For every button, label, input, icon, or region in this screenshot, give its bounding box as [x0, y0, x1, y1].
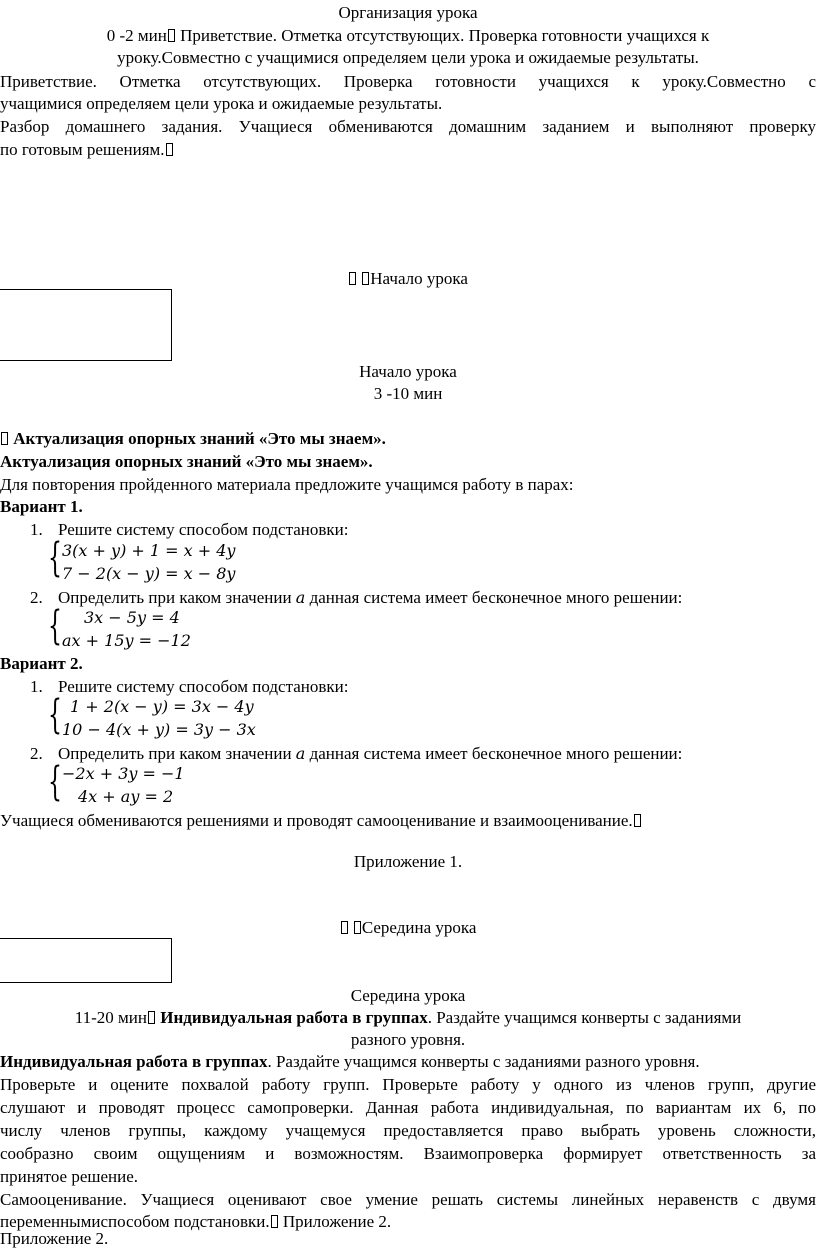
start-marker: Начало урока — [0, 268, 816, 290]
system-brace: { — [48, 759, 62, 805]
actualization-heading-1: Актуализация опорных знаний «Это мы знаем». — [0, 428, 816, 450]
middle-title: Середина урока — [350, 986, 466, 1005]
appendix-1: Приложение 1. — [353, 852, 463, 871]
v2-task2: 2. Определить при каком значении a данная система имеет бесконечное много решении: — [30, 744, 683, 763]
check-paragraph-line-2: слушают и проводят процесс самопроверки. Данная работа индивидуальная, по вариантам их 6, по — [0, 1098, 816, 1117]
system-brace: { — [48, 692, 62, 738]
v2-task2-eq2: 4x + ay = 2 — [78, 787, 174, 806]
v1-task2-eq2: ax + 15y = −12 — [62, 631, 191, 650]
v1-task1-eq1: 3(x + y) + 1 = x + 4y — [62, 541, 236, 560]
time-range: 11-20 мин — [74, 1008, 147, 1027]
group-work-line-2: разного уровня. — [350, 1030, 466, 1049]
v1-task1: 1. Решите систему способом подстановки: — [30, 520, 349, 539]
start-title: Начало урока — [359, 362, 457, 381]
v2-task1: 1. Решите систему способом подстановки: — [30, 677, 349, 696]
check-paragraph-line-5: принятое решение. — [0, 1167, 138, 1186]
v2-task2-eq1: −2x + 3y = −1 — [62, 764, 185, 783]
appendix-2: Приложение 2. — [0, 1229, 109, 1248]
group-work-line-3: Индивидуальная работа в группах. Раздайте учащимся конверты с заданиями разного уровня. — [0, 1052, 700, 1071]
variant2-title: Вариант 2. — [0, 654, 83, 673]
v1-task1-eq2: 7 − 2(x − y) = x − 8y — [62, 564, 236, 583]
start-time: 3 -10 мин — [373, 384, 443, 403]
missing-glyph-icon — [362, 272, 369, 285]
self-assessment-line-1: Самооценивание. Учащиеся оценивают свое умение решать системы линейных неравенств с двумя — [0, 1190, 816, 1209]
missing-glyph-icon — [634, 814, 641, 827]
v1-task2: 2. Определить при каком значении a данная система имеет бесконечное много решении: — [30, 588, 683, 607]
v2-task1-eq1: 1 + 2(x − y) = 3x − 4y — [70, 697, 254, 716]
pairs-instruction: Для повторения пройденного материала предложите учащимся работу в парах: — [0, 475, 574, 494]
homework-line-2: по готовым решениям. — [0, 139, 816, 161]
lesson-title: Организация урока — [338, 3, 478, 22]
missing-glyph-icon — [148, 1011, 155, 1024]
empty-frame — [0, 289, 172, 361]
missing-glyph-icon — [354, 921, 361, 934]
variant1-title: Вариант 1. — [0, 497, 83, 516]
missing-glyph-icon — [349, 272, 356, 285]
intro-paragraph-line-1: Приветствие. Отметка отсутствующих. Проверка готовности учащихся к уроку.Совместно с — [0, 72, 816, 91]
check-paragraph-line-1: Проверьте и оцените похвалой работу групп. Проверьте работу у одного из членов групп, другие — [0, 1075, 816, 1094]
v1-task2-eq1: 3x − 5y = 4 — [84, 608, 180, 627]
missing-glyph-icon — [271, 1215, 278, 1228]
greeting-line-1: 0 -2 мин Приветствие. Отметка отсутствующих. Проверка готовности учащихся к — [106, 26, 710, 45]
homework-line-1: Разбор домашнего задания. Учащиеся обмениваются домашним заданием и выполняют проверку — [0, 117, 816, 136]
middle-marker: Середина урока — [0, 917, 816, 939]
v2-task1-eq2: 10 − 4(x + y) = 3y − 3x — [62, 720, 256, 739]
exchange-text: Учащиеся обмениваются решениями и проводят самооценивание и взаимооценивание. — [0, 810, 816, 832]
missing-glyph-icon — [166, 143, 173, 156]
empty-frame — [0, 938, 172, 983]
missing-glyph-icon — [1, 432, 8, 445]
check-paragraph-line-4: сообразно своим ощущениям и возможностям. Взаимопроверка формирует ответственность за — [0, 1144, 816, 1163]
system-brace: { — [48, 603, 62, 649]
system-brace: { — [48, 535, 62, 581]
self-assessment-line-2: переменнымиспособом подстановки. Приложение 2. — [0, 1212, 392, 1231]
greeting-line-2: уроку.Совместно с учащимися определяем цели урока и ожидаемые результаты. — [117, 48, 699, 67]
group-work-line-1: 11-20 мин Индивидуальная работа в группах. Раздайте учащимся конверты с заданиями — [74, 1008, 742, 1027]
missing-glyph-icon — [168, 29, 175, 42]
missing-glyph-icon — [341, 921, 348, 934]
time-range: 0 -2 мин — [106, 26, 167, 45]
intro-paragraph-line-2: учащимися определяем цели урока и ожидаемые результаты. — [0, 94, 443, 113]
check-paragraph-line-3: числу членов группы, каждому учащемуся предоставляется право выбрать уровень сложности, — [0, 1121, 816, 1140]
actualization-heading-2: Актуализация опорных знаний «Это мы знаем». — [0, 452, 373, 471]
